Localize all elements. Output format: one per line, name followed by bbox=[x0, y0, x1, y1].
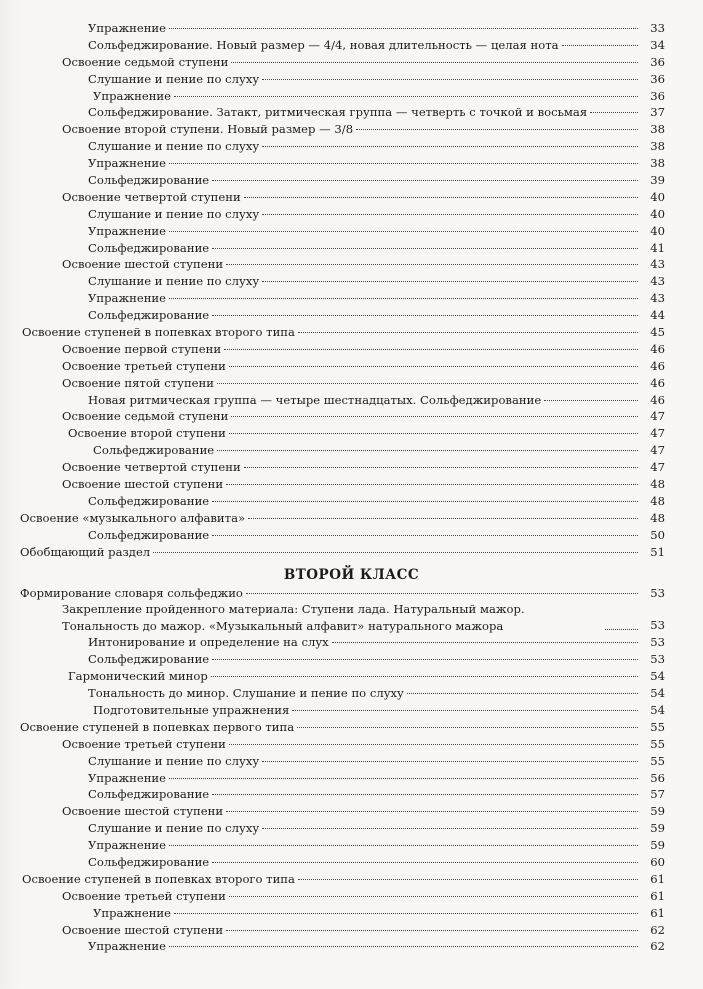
toc-entry-page-number: 46 bbox=[650, 341, 665, 356]
toc-entry-title: Освоение третьей ступени bbox=[62, 736, 226, 751]
toc-entry bbox=[0, 837, 703, 854]
dot-leader bbox=[226, 264, 638, 265]
toc-entry bbox=[0, 240, 703, 257]
toc-entry-title: Освоение первой ступени bbox=[62, 341, 222, 356]
toc-entry-title: Освоение седьмой ступени bbox=[62, 409, 229, 424]
toc-entry-page-number: 54 bbox=[650, 702, 665, 717]
dot-leader bbox=[169, 163, 638, 164]
dot-leader bbox=[262, 761, 638, 762]
toc-entry bbox=[0, 459, 703, 476]
toc-entry bbox=[0, 408, 703, 425]
toc-entry bbox=[0, 736, 703, 753]
toc-entry-title: Освоение «музыкального алфавита» bbox=[20, 510, 246, 525]
toc-entry-title: Слушание и пение по слуху bbox=[88, 206, 260, 221]
dot-leader bbox=[229, 433, 638, 434]
dot-leader bbox=[562, 45, 638, 46]
toc-entry bbox=[0, 685, 703, 702]
section-heading: ВТОРОЙ КЛАСС bbox=[283, 566, 420, 583]
toc-entry bbox=[0, 206, 703, 223]
toc-entry-page-number: 53 bbox=[650, 618, 665, 633]
toc-entry-page-number: 62 bbox=[650, 939, 665, 954]
toc-entry-title: Освоение третьей ступени bbox=[62, 888, 226, 903]
toc-entry bbox=[0, 786, 703, 803]
dot-leader bbox=[211, 676, 638, 677]
toc-entry bbox=[0, 905, 703, 922]
toc-entry-title: Освоение ступеней в попевках второго типа bbox=[22, 871, 295, 886]
toc-entry-page-number: 53 bbox=[650, 652, 665, 667]
dot-leader bbox=[169, 231, 638, 232]
toc-entry-title: Упражнение bbox=[88, 21, 167, 35]
toc-entry-title: Формирование словаря сольфеджио bbox=[20, 585, 243, 600]
toc-entry-page-number: 46 bbox=[650, 392, 665, 407]
toc-entry-page-number: 54 bbox=[650, 669, 665, 684]
dot-leader bbox=[174, 913, 638, 914]
dot-leader bbox=[332, 642, 638, 643]
toc-entry-title: Сольфеджирование bbox=[88, 652, 210, 667]
toc-entry bbox=[0, 854, 703, 871]
dot-leader bbox=[174, 96, 638, 97]
dot-leader bbox=[169, 298, 638, 299]
toc-entry-title: Сольфеджирование bbox=[88, 787, 210, 802]
toc-entry bbox=[0, 20, 703, 37]
toc-entry bbox=[0, 155, 703, 172]
toc-entry-title: Освоение четвертой ступени bbox=[62, 460, 241, 475]
toc-entry bbox=[0, 527, 703, 544]
toc-entry bbox=[0, 138, 703, 155]
toc-entry-title: Упражнение bbox=[88, 838, 167, 853]
toc-entry-page-number: 47 bbox=[650, 460, 665, 475]
toc-entry-title: Освоение второй ступени bbox=[68, 426, 226, 441]
toc-entry-page-number: 39 bbox=[650, 173, 665, 188]
toc-entry-title: Упражнение bbox=[88, 223, 167, 238]
table-of-contents bbox=[0, 20, 703, 955]
toc-entry-title: Сольфеджирование bbox=[88, 527, 210, 542]
toc-entry bbox=[0, 358, 703, 375]
dot-leader bbox=[590, 112, 638, 113]
toc-entry-page-number: 44 bbox=[650, 308, 665, 323]
dot-leader bbox=[231, 62, 638, 63]
toc-entry bbox=[0, 719, 703, 736]
toc-entry-title: Освоение шестой ступени bbox=[62, 804, 224, 819]
toc-entry-page-number: 60 bbox=[650, 854, 665, 869]
toc-entry-page-number: 37 bbox=[650, 105, 665, 120]
dot-leader bbox=[298, 332, 638, 333]
toc-entry-page-number: 53 bbox=[650, 635, 665, 650]
dot-leader bbox=[226, 811, 638, 812]
toc-entry-page-number: 59 bbox=[650, 804, 665, 819]
dot-leader bbox=[544, 400, 638, 401]
toc-entry-title: Сольфеджирование bbox=[88, 173, 210, 188]
toc-entry bbox=[0, 104, 703, 121]
toc-entry-title: Освоение четвертой ступени bbox=[62, 189, 241, 204]
toc-entry bbox=[0, 544, 703, 561]
toc-entry-page-number: 43 bbox=[650, 274, 665, 289]
toc-entry bbox=[0, 307, 703, 324]
dot-leader bbox=[212, 659, 638, 660]
dot-leader bbox=[212, 180, 638, 181]
dot-leader bbox=[169, 845, 638, 846]
toc-entry-page-number: 36 bbox=[650, 71, 665, 86]
toc-entry-page-number: 48 bbox=[650, 477, 665, 492]
toc-entry-page-number: 43 bbox=[650, 291, 665, 306]
toc-entry bbox=[0, 493, 703, 510]
dot-leader bbox=[248, 518, 638, 519]
toc-entry-page-number: 38 bbox=[650, 122, 665, 137]
toc-entry-page-number: 46 bbox=[650, 358, 665, 373]
toc-entry bbox=[0, 37, 703, 54]
dot-leader bbox=[229, 366, 638, 367]
toc-entry-title: Упражнение bbox=[93, 88, 172, 103]
dot-leader bbox=[229, 744, 638, 745]
toc-entry bbox=[0, 601, 703, 634]
toc-entry bbox=[0, 375, 703, 392]
toc-entry-page-number: 40 bbox=[650, 206, 665, 221]
toc-entry-page-number: 38 bbox=[650, 156, 665, 171]
toc-entry bbox=[0, 888, 703, 905]
toc-entry bbox=[0, 702, 703, 719]
dot-leader bbox=[169, 778, 638, 779]
toc-entry bbox=[0, 668, 703, 685]
toc-entry bbox=[0, 324, 703, 341]
toc-entry-title: Сольфеджирование. Затакт, ритмическая группа — четверть с точкой и восьмая bbox=[88, 105, 588, 120]
toc-entry-page-number: 54 bbox=[650, 686, 665, 701]
toc-entry-page-number: 41 bbox=[650, 240, 665, 255]
toc-entry bbox=[0, 770, 703, 787]
toc-entry-page-number: 56 bbox=[650, 770, 665, 785]
dot-leader bbox=[226, 484, 638, 485]
toc-entry-title: Сольфеджирование. Новый размер — 4/4, новая длительность — целая нота bbox=[88, 37, 559, 52]
dot-leader bbox=[212, 535, 638, 536]
toc-entry-title: Упражнение bbox=[88, 291, 167, 306]
dot-leader bbox=[246, 593, 638, 594]
toc-entry-title: Слушание и пение по слуху bbox=[88, 139, 260, 154]
toc-entry-page-number: 43 bbox=[650, 257, 665, 272]
toc-entry-page-number: 55 bbox=[650, 736, 665, 751]
toc-entry-title: Тональность до минор. Слушание и пение по слуху bbox=[88, 686, 404, 701]
toc-entry-page-number: 45 bbox=[650, 325, 665, 340]
toc-entry-title: Освоение ступеней в попевках второго типа bbox=[22, 325, 295, 340]
dot-leader bbox=[262, 214, 638, 215]
toc-entry-page-number: 40 bbox=[650, 189, 665, 204]
dot-leader bbox=[262, 146, 638, 147]
toc-entry bbox=[0, 803, 703, 820]
toc-entry-title: Обобщающий раздел bbox=[20, 544, 151, 559]
toc-entry bbox=[0, 651, 703, 668]
toc-entry-title: Освоение шестой ступени bbox=[62, 257, 224, 272]
toc-entry-title: Сольфеджирование bbox=[88, 308, 210, 323]
toc-entry-title: Упражнение bbox=[88, 770, 167, 785]
dot-leader bbox=[292, 710, 638, 711]
dot-leader bbox=[262, 281, 638, 282]
toc-entry bbox=[0, 585, 703, 602]
toc-entry-title: Освоение шестой ступени bbox=[62, 922, 224, 937]
toc-entry-page-number: 47 bbox=[650, 409, 665, 424]
toc-entry-title: Освоение третьей ступени bbox=[62, 358, 226, 373]
toc-entry bbox=[0, 223, 703, 240]
toc-entry-page-number: 59 bbox=[650, 838, 665, 853]
dot-leader bbox=[244, 197, 638, 198]
toc-entry-page-number: 59 bbox=[650, 821, 665, 836]
toc-entry-title: Слушание и пение по слуху bbox=[88, 821, 260, 836]
toc-entry bbox=[0, 938, 703, 955]
dot-leader bbox=[226, 930, 638, 931]
toc-entry-title: Новая ритмическая группа — четыре шестнадцатых. Сольфеджирование bbox=[88, 392, 542, 407]
toc-entry-page-number: 51 bbox=[650, 544, 665, 559]
toc-entry-title: Освоение седьмой ступени bbox=[62, 54, 229, 69]
toc-entry-page-number: 61 bbox=[650, 905, 665, 920]
toc-entry bbox=[0, 341, 703, 358]
toc-entry-page-number: 38 bbox=[650, 139, 665, 154]
dot-leader bbox=[356, 129, 638, 130]
toc-entry-page-number: 47 bbox=[650, 443, 665, 458]
dot-leader bbox=[605, 629, 638, 630]
toc-entry-title: Освоение шестой ступени bbox=[62, 477, 224, 492]
dot-leader bbox=[244, 467, 638, 468]
toc-entry-title: Сольфеджирование bbox=[88, 240, 210, 255]
toc-entry-title: Слушание и пение по слуху bbox=[88, 274, 260, 289]
toc-entry bbox=[0, 476, 703, 493]
toc-entry bbox=[0, 189, 703, 206]
toc-entry-title: Освоение второй ступени. Новый размер — 3/8 bbox=[62, 122, 354, 137]
toc-entry-page-number: 55 bbox=[650, 719, 665, 734]
dot-leader bbox=[262, 79, 638, 80]
toc-entry bbox=[0, 88, 703, 105]
toc-entry-title: Гармонический минор bbox=[68, 669, 208, 684]
dot-leader bbox=[224, 349, 638, 350]
toc-entry bbox=[0, 871, 703, 888]
toc-entry-page-number: 61 bbox=[650, 871, 665, 886]
dot-leader bbox=[407, 693, 638, 694]
toc-entry-title: Закрепление пройденного материала: Ступени лада. Натуральный мажор. Тональность до мажор. «Музыкальный алфавит» натурального мажора bbox=[62, 602, 525, 633]
dot-leader bbox=[262, 828, 638, 829]
toc-entry-page-number: 57 bbox=[650, 787, 665, 802]
dot-leader bbox=[231, 416, 638, 417]
dot-leader bbox=[169, 28, 638, 29]
toc-entry bbox=[0, 54, 703, 71]
toc-entry-title: Сольфеджирование bbox=[88, 854, 210, 869]
toc-entry-page-number: 34 bbox=[650, 37, 665, 52]
dot-leader bbox=[212, 315, 638, 316]
toc-entry bbox=[0, 121, 703, 138]
toc-entry-page-number: 33 bbox=[650, 21, 665, 35]
toc-entry-page-number: 46 bbox=[650, 375, 665, 390]
dot-leader bbox=[212, 501, 638, 502]
toc-entry-title: Интонирование и определение на слух bbox=[88, 635, 329, 650]
toc-entry bbox=[0, 634, 703, 651]
dot-leader bbox=[212, 248, 638, 249]
toc-entry-page-number: 47 bbox=[650, 426, 665, 441]
toc-entry bbox=[0, 273, 703, 290]
toc-entry bbox=[0, 820, 703, 837]
dot-leader bbox=[169, 946, 638, 947]
toc-entry-title: Освоение пятой ступени bbox=[62, 375, 214, 390]
dot-leader bbox=[217, 450, 638, 451]
toc-entry-title: Упражнение bbox=[93, 905, 172, 920]
toc-entry-page-number: 50 bbox=[650, 527, 665, 542]
dot-leader bbox=[229, 896, 638, 897]
dot-leader bbox=[153, 552, 638, 553]
toc-entry-title: Сольфеджирование bbox=[88, 493, 210, 508]
toc-entry bbox=[0, 922, 703, 939]
toc-entry-page-number: 36 bbox=[650, 54, 665, 69]
dot-leader bbox=[212, 794, 638, 795]
toc-entry bbox=[0, 510, 703, 527]
toc-entry bbox=[0, 290, 703, 307]
toc-entry-page-number: 48 bbox=[650, 493, 665, 508]
toc-entry-title: Слушание и пение по слуху bbox=[88, 71, 260, 86]
toc-entry bbox=[0, 172, 703, 189]
toc-entry-title: Подготовительные упражнения bbox=[93, 702, 290, 717]
toc-entry-page-number: 62 bbox=[650, 922, 665, 937]
toc-entry bbox=[0, 71, 703, 88]
toc-entry bbox=[0, 753, 703, 770]
dot-leader bbox=[217, 383, 638, 384]
toc-entry-title: Упражнение bbox=[88, 156, 167, 171]
toc-entry-page-number: 53 bbox=[650, 585, 665, 600]
toc-entry bbox=[0, 442, 703, 459]
toc-entry-page-number: 40 bbox=[650, 223, 665, 238]
dot-leader bbox=[212, 862, 638, 863]
toc-entry bbox=[0, 425, 703, 442]
toc-entry-title: Слушание и пение по слуху bbox=[88, 753, 260, 768]
toc-entry-title: Сольфеджирование bbox=[93, 443, 215, 458]
toc-entry-page-number: 48 bbox=[650, 510, 665, 525]
dot-leader bbox=[298, 879, 638, 880]
toc-entry-page-number: 55 bbox=[650, 753, 665, 768]
toc-entry-page-number: 36 bbox=[650, 88, 665, 103]
toc-entry bbox=[0, 256, 703, 273]
toc-entry-title: Упражнение bbox=[88, 939, 167, 954]
toc-entry-title: Освоение ступеней в попевках первого типа bbox=[20, 719, 295, 734]
toc-entry bbox=[0, 392, 703, 409]
toc-entry-page-number: 61 bbox=[650, 888, 665, 903]
dot-leader bbox=[297, 727, 638, 728]
